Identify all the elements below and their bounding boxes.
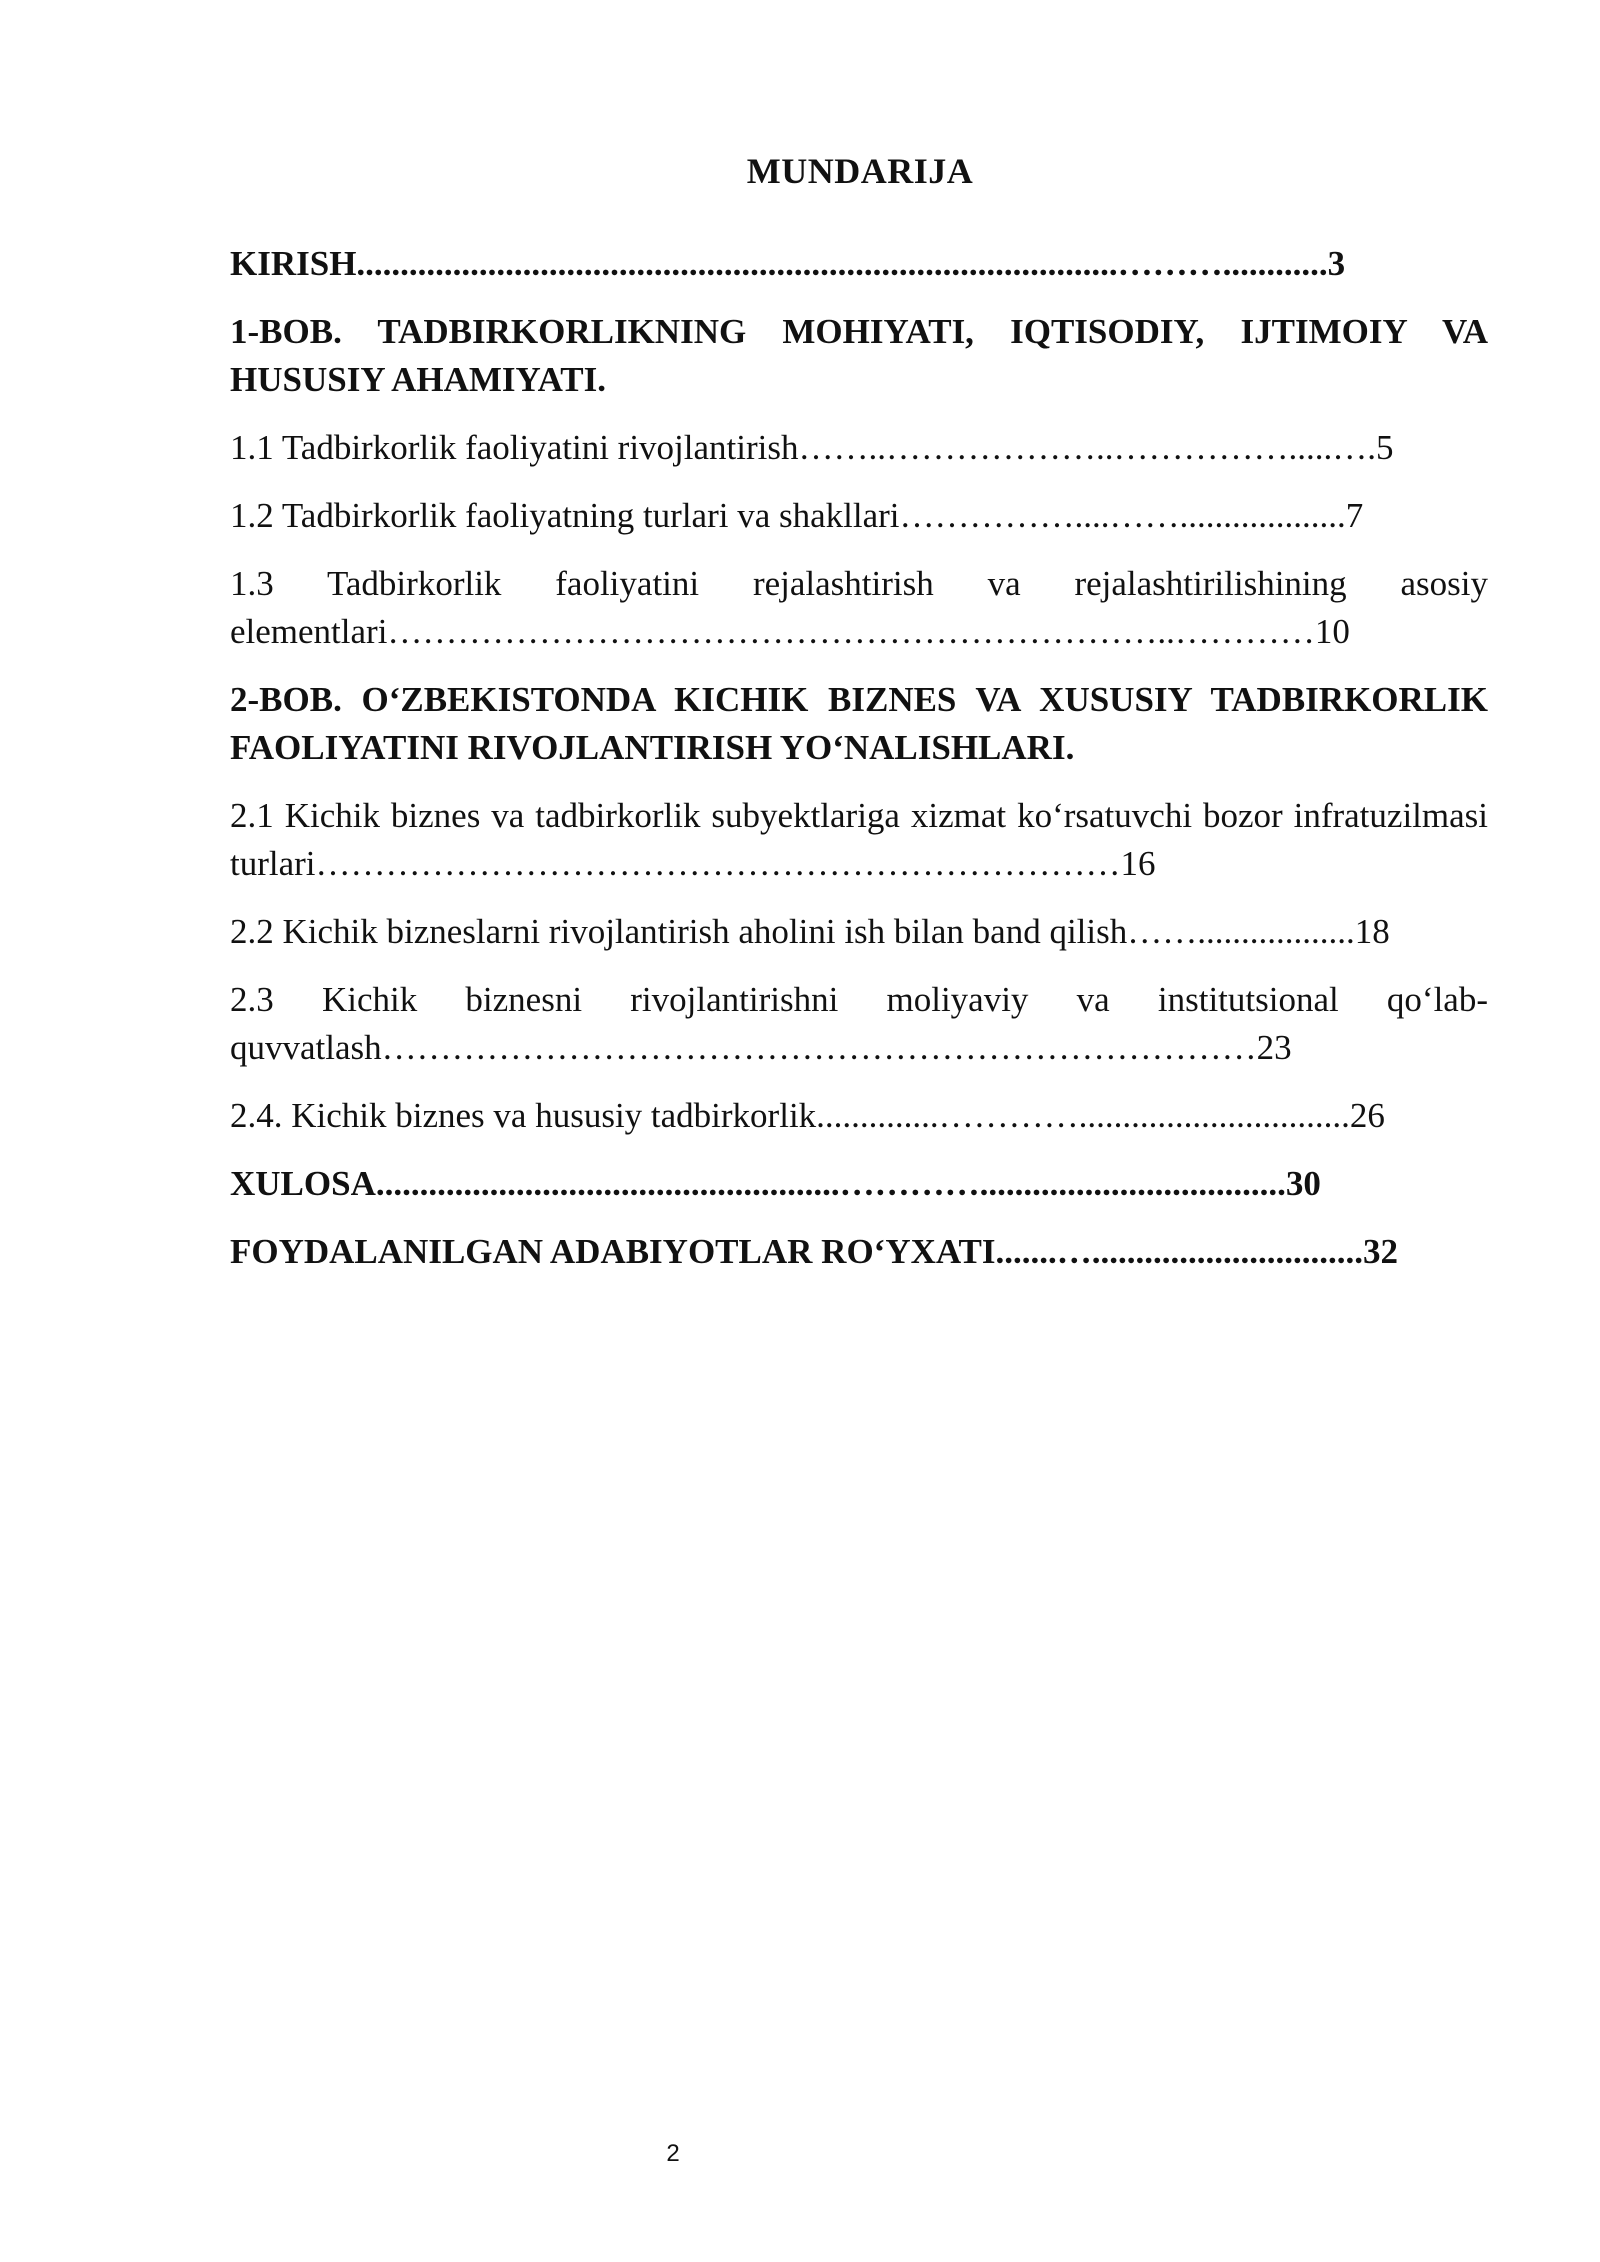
toc-entry-1-3: 1.3 Tadbirkorlik faoliyatini rejalashtirish va rejalashtirilishining asosiy elementlari…………………………………………………………..…………10: [230, 564, 1488, 651]
toc-entry-xulosa: XULOSA.....................................................…………...................................30: [230, 1164, 1321, 1203]
toc-entry-2-4: 2.4. Kichik biznes va hususiy tadbirkorlik..............…………...............................26: [230, 1096, 1385, 1135]
toc-entry-2-3: 2.3 Kichik biznesni rivojlantirishni moliyaviy va institutsional qo‘lab-quvvatlash…………………………………………………………………23: [230, 980, 1488, 1067]
page-title: MUNDARIJA: [746, 151, 974, 191]
toc-entry-kirish: KIRISH.......................................................................................………............3: [230, 244, 1346, 283]
toc-entry-bibliography: FOYDALANILGAN ADABIYOTLAR RO‘YXATI.......…...............................32: [230, 1232, 1399, 1271]
toc-entry-2-2: 2.2 Kichik bizneslarni rivojlantirish aholini ish bilan band qilish……..................18: [230, 912, 1390, 951]
toc-entry-2-1: 2.1 Kichik biznes va tadbirkorlik subyektlariga xizmat ko‘rsatuvchi bozor infratuzilmasi turlari……………………………………………………………16: [230, 796, 1488, 883]
page-number: 2: [666, 2140, 680, 2167]
toc-entry-chapter-1: 1-BOB. TADBIRKORLIKNING MOHIYATI, IQTISODIY, IJTIMOIY VA HUSUSIY AHAMIYATI.: [230, 312, 1488, 399]
toc-entry-1-1: 1.1 Tadbirkorlik faoliyatini rivojlantirish……..………………..…………….....….5: [230, 428, 1394, 467]
toc-entry-1-2: 1.2 Tadbirkorlik faoliyatning turlari va shakllari……………....……...................7: [230, 496, 1364, 535]
toc-entry-chapter-2: 2-BOB. O‘ZBEKISTONDA KICHIK BIZNES VA XUSUSIY TADBIRKORLIK FAOLIYATINI RIVOJLANTIRISH YO‘NALISHLARI.: [230, 680, 1488, 767]
